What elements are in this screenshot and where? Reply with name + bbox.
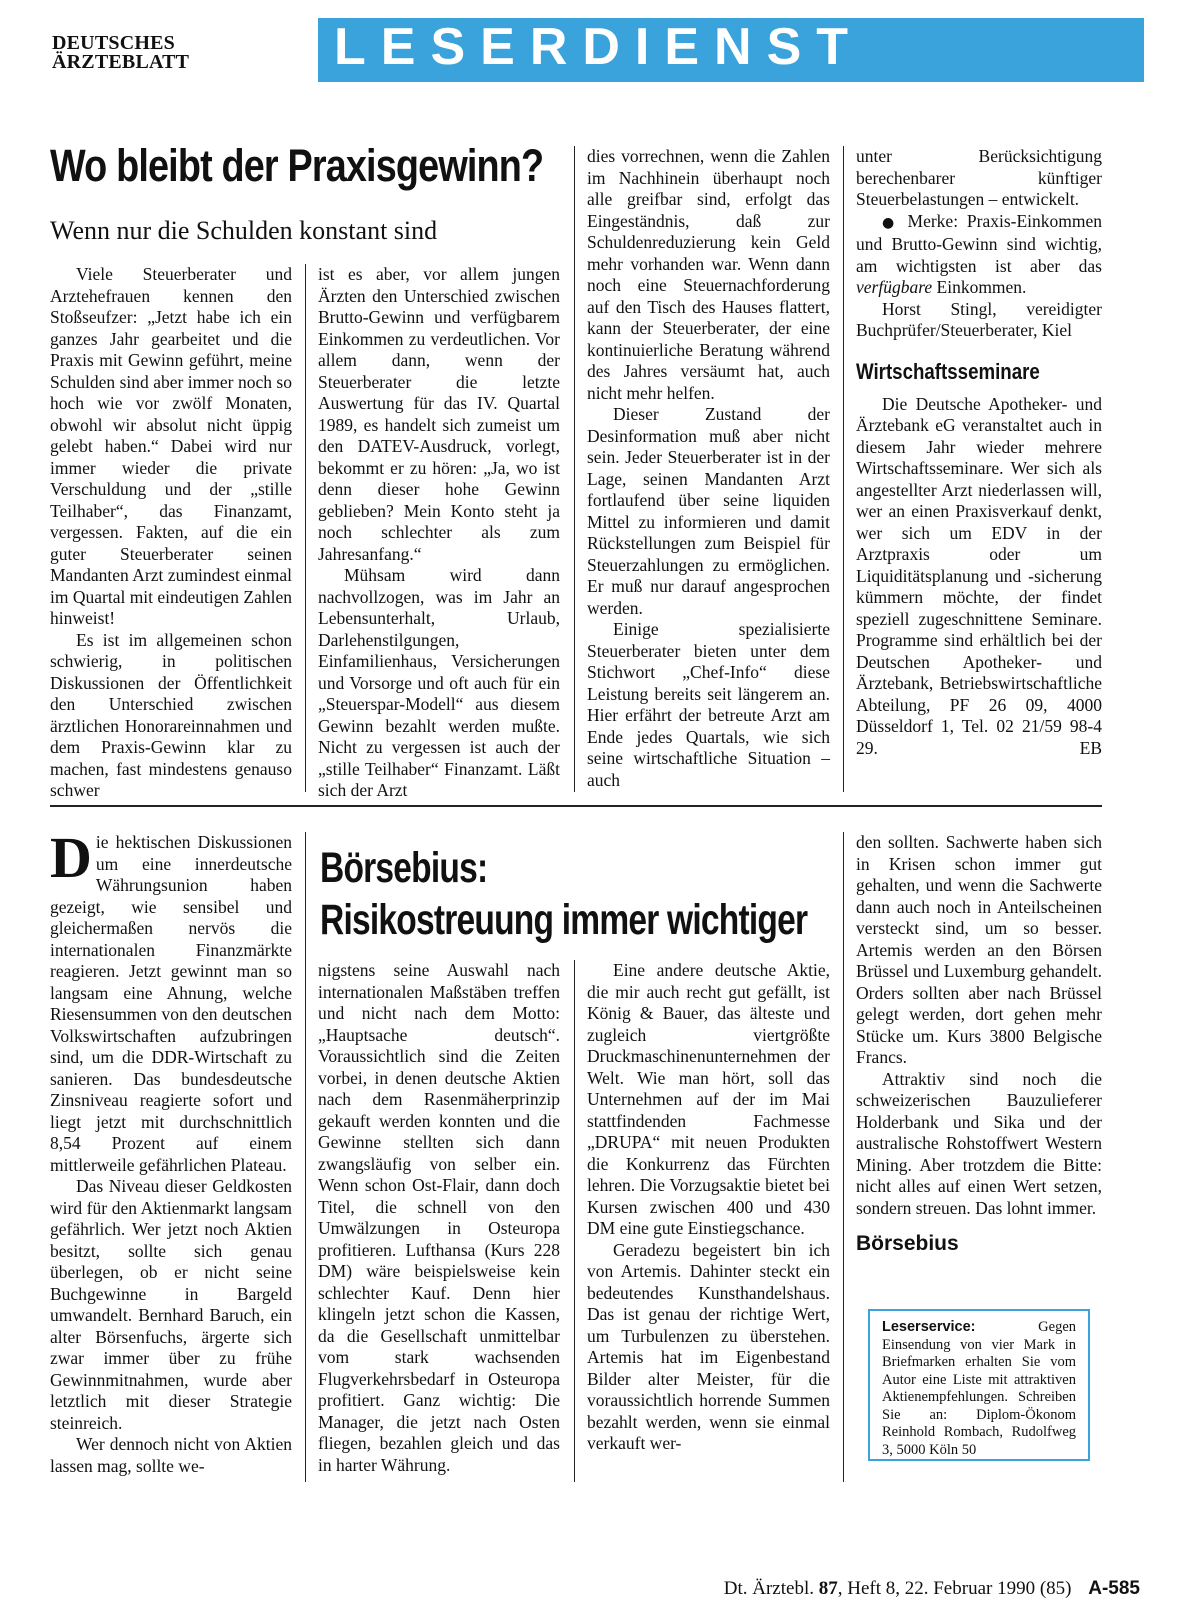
leserservice-label: Leserservice: — [882, 1319, 976, 1335]
article2-title-line1: Börsebius: — [320, 844, 488, 892]
page-footer — [724, 1578, 1140, 1600]
author-signature: Horst Stingl, vereidigter Buchprüfer/Steuerberater, Kiel — [856, 298, 1102, 340]
paragraph: Es ist im allgemeinen schon schwierig, in politischen Diskussionen der Öffentlichkeit den Unterschied zwischen ärztlichen Honorareinnahmen und dem Praxis-Gewinn klar zu machen, fast mindestens genauso schwer — [50, 629, 292, 800]
column-rule — [574, 960, 575, 1482]
leserservice-box — [868, 1309, 1090, 1461]
article2-column-1 — [50, 825, 292, 1477]
leserservice-text: Gegen Einsendung von vier Mark in Briefmarken erhalten Sie vom Autor eine Liste mit attraktiven Aktienempfehlungen. Schreiben Sie an: Diplom-Ökonom Reinhold Rombach, Rudolfweg 3, 5000 Köln 50 — [882, 1319, 1076, 1458]
section-banner-title: LESERDIENST — [334, 18, 864, 76]
page-number: A-585 — [1088, 1578, 1140, 1599]
paragraph: Eine andere deutsche Aktie, die mir auch recht gut gefällt, ist König & Bauer, das älteste und zugleich viertgrößte Druckmaschinenunternehmen der Welt. Wie man hört, soll das Unternehmen auf der im Mai stattfindenden Fachmesse „DRUPA“ mit neuen Produkten die Konkurrenz das Fürchten lehren. Die Vorzugsaktie bietet bei Kursen zwischen 400 und 430 DM eine gute Einstiegschance. — [587, 960, 830, 1238]
article1-column-2 — [318, 264, 560, 802]
column-rule — [305, 264, 306, 792]
paragraph: Geradezu begeistert bin ich von Artemis. Dahinter steckt ein bedeutendes Kunsthandelshaus. Das ist genau der richtige Wert, um Turbulenzen zu überstehen. Artemis hat im Eigenbestand Bilder alter Meister, für die voraussichtlich horrende Summen bezahlt werden, wenn sie einmal verkauft wer- — [587, 1239, 830, 1453]
column-rule — [843, 832, 844, 1482]
notice-title: Wirtschaftsseminare — [856, 358, 1040, 384]
section-divider — [50, 805, 1102, 807]
article2-title — [320, 842, 808, 946]
paragraph: dies vorrechnen, wenn die Zahlen im Nachhinein überhaupt noch alle greifbar sind, erfolgt das Eingeständnis, daß zur Schuldenreduzierung kein Geld mehr vorhanden war. Wenn dann noch eine Steuernachforderung auf den Tisch des Hauses flattert, kann der Steuerberater, der eine kontinuierliche Beratung während des Jahres versäumt hat, auch nicht mehr helfen. — [587, 146, 830, 403]
paragraph: Wer dennoch nicht von Aktien lassen mag, sollte we- — [50, 1434, 292, 1476]
article1-column-3 — [587, 146, 830, 791]
article1-title: Wo bleibt der Praxisgewinn? — [50, 140, 544, 191]
article1-column-4 — [856, 146, 1102, 760]
paragraph: unter Berücksichtigung berechenbarer künftiger Steuerbelastungen – entwickelt. — [856, 146, 1102, 209]
drop-cap: D — [50, 825, 92, 890]
article2-column-2 — [318, 960, 560, 1476]
notice-body: Die Deutsche Apotheker- und Ärztebank eG veranstaltet auch in diesem Jahr wieder mehrere Wirtschaftsseminare. Wer sich als angestellter Arzt niederlassen will, wer an einen Praxisverkauf denkt, wer sich um EDV in der Arztpraxis oder um Liquiditätsplanung und -sicherung kümmern möchte, der findet speziell zugeschnittene Seminare. Programme sind erhältlich bei der Deutschen Apotheker- und Ärztebank, Betriebswirtschaftliche Abteilung, PF 26 09, 4000 Düsseldorf 1, Tel. 02 21/59 98-4 29. — [856, 393, 1102, 758]
paragraph: Die hektischen Diskussionen um eine innerdeutsche Währungsunion haben gezeigt, wie sensibel und gleichermaßen nervös die internationalen Finanzmärkte reagieren. Jetzt gewinnt man so langsam eine Ahnung, welche Riesensummen von den deutschen Volkswirtschaften aufzubringen sind, um die DDR-Wirtschaft zu sanieren. Das bundesdeutsche Zinsniveau reagierte sofort und liegt jetzt mit durchschnittlich 8,54 Prozent auf einem mittlerweile gefährlichen Plateau. — [50, 825, 292, 1175]
paragraph: den sollten. Sachwerte haben sich in Krisen schon immer gut gehalten, und wenn die Sachwerte dann auch noch in Anteilscheinen versteckt sind, um so besser. Artemis werden an den Börsen Brüssel und Luxemburg gehandelt. Orders sollten aber nach Brüssel gelegt werden, dort gehen mehr Stücke um. Kurs 3800 Belgische Francs. — [856, 832, 1102, 1067]
column-rule — [574, 146, 575, 792]
paragraph: Das Niveau dieser Geldkosten wird für den Aktienmarkt langsam gefährlich. Wer jetzt noch Aktien besitzt, sollte sich genau überlegen, ob er nicht seine Buchgewinne in Bargeld umwandelt. Bernhard Baruch, ein alter Börsenfuchs, ärgerte sich zwar immer über zu frühe Gewinnmitnahmen, wurde aber letztlich mit dieser Strategie steinreich. — [50, 1176, 292, 1433]
paragraph: nigstens seine Auswahl nach internationalen Maßstäben treffen und nicht nach dem Motto: „Hauptsache deutsch“. Voraussichtlich sind die Zeiten vorbei, in denen deutsche Aktien nach dem Rasenmäherprinzip gekauft werden konnten und die Gewinne stellten sich dann zwangsläufig von selber ein. Wenn schon Ost-Flair, dann doch Titel, die schnell von den Umwälzungen in Osteuropa profitieren. Lufthansa (Kurs 228 DM) wäre beispielsweise kein schlechter Kauf. Denn hier klingeln jetzt schon die Kassen, da die Gesellschaft unmittelbar vom stark wachsenden Flugverkehrsbedarf in Osteuropa profitiert. Ganz wichtig: Die Manager, die jetzt nach Osten fliegen, bezahlen gleich und das in harter Währung. — [318, 960, 560, 1475]
article2-title-line2: Risikostreuung immer wichtiger — [320, 896, 808, 944]
article1-column-1 — [50, 264, 292, 802]
paragraph: ● Merke: Praxis-Einkommen und Brutto-Gewinn sind wichtig, am wichtigsten ist aber das verfügbare Einkommen. — [856, 210, 1103, 297]
footer-citation-post: , Heft 8, 22. Februar 1990 (85) — [837, 1578, 1072, 1599]
masthead-line2: ÄRZTEBLATT — [52, 51, 190, 73]
paragraph: Dieser Zustand der Desinformation muß aber nicht sein. Jeder Steuerberater ist in der Lage, seinen Mandanten Arzt fortlaufend über seine liquiden Mittel zu informieren und damit Rückstellungen zum Beispiel für Steuerzahlungen zu ermöglichen. Er muß nur darauf angesprochen werden. — [587, 404, 830, 618]
article2-column-4 — [856, 832, 1102, 1255]
article2-author: Börsebius — [856, 1232, 959, 1255]
masthead — [52, 34, 252, 72]
paragraph: Attraktiv sind noch die schweizerischen Bauzulieferer Holderbank und Sika und der australische Rohstoffwert Western Mining. Aber trotzdem die Bitte: nicht alles auf einen Wert setzen, sondern streuen. Das lohnt immer. — [856, 1068, 1102, 1218]
paragraph: Viele Steuerberater und Arztehefrauen kennen den Stoßseufzer: „Jetzt habe ich ein ganzes Jahr gearbeitet und die Praxis mit Gewinn geführt, meine Schulden sind aber immer noch so hoch wie vor zwölf Monaten, obwohl wir absolut nicht üppig gelebt haben.“ Dabei wird nur immer wieder die private Verschuldung und der „stille Teilhaber“, das Finanzamt, vergessen. Fakten, auf die ein guter Steuerberater seinen Mandanten Arzt zumindest einmal im Quartal mit eindeutigen Zahlen hinweist! — [50, 264, 293, 628]
bullet-icon: ● — [882, 214, 899, 231]
paragraph: ist es aber, vor allem jungen Ärzten den Unterschied zwischen Brutto-Gewinn und verfügbarem Einkommen zu verdeutlichen. Vor allem dann, wenn der Steuerberater die letzte Auswertung für das IV. Quartal 1989, es handelt sich zumeist um den DATEV-Ausdruck, vorlegt, bekommt er zu hören: „Ja, wo ist denn dieser hohe Gewinn geblieben? Mein Konto steht ja noch schlechter als zum Jahresanfang.“ — [318, 264, 560, 564]
paragraph: Mühsam wird dann nachvollzogen, was im Jahr an Lebensunterhalt, Urlaub, Darlehenstilgungen, Einfamilienhaus, Versicherungen und Vorsorge und oft auch für ein „Steuerspar-Modell“ aus diesem Gewinn bezahlt werden mußte. Nicht zu vergessen ist auch der „stille Teilhaber“ Finanzamt. Läßt sich der Arzt — [318, 565, 560, 800]
paragraph: Einige spezialisierte Steuerberater bieten unter dem Stichwort „Chef-Info“ diese Leistung bereits seit längerem an. Hier erfährt der betreute Arzt am Ende jedes Quartals, wie sich seine wirtschaftliche Situation – auch — [587, 619, 830, 790]
article2-column-3 — [587, 960, 830, 1455]
footer-citation-pre: Dt. Ärztebl. — [723, 1578, 814, 1599]
footer-volume: 87 — [818, 1578, 838, 1599]
column-rule — [305, 832, 306, 1482]
column-rule — [843, 146, 844, 792]
article1-subtitle: Wenn nur die Schulden konstant sind — [50, 216, 438, 245]
masthead-line1: DEUTSCHES — [52, 32, 175, 54]
notice-initials: EB — [1079, 738, 1102, 758]
